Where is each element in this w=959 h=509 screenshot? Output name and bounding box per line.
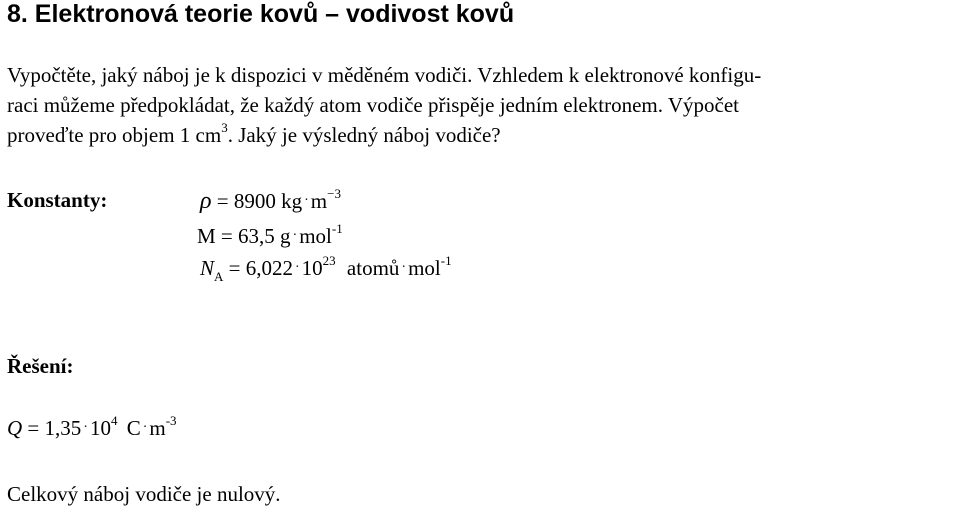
- avogadro-equation: [200, 253, 452, 284]
- cubic-exponent: 3: [221, 120, 228, 135]
- charge-equation: [7, 413, 177, 441]
- molar-mass-unit-exponent: -1: [331, 221, 343, 236]
- density-value: = 8900 kg: [216, 189, 303, 213]
- problem-line-3: [7, 120, 501, 153]
- molar-mass-equation: [197, 221, 343, 249]
- molar-mass-value: M = 63,5 g: [197, 224, 291, 248]
- avogadro-unit-mol: mol: [408, 256, 441, 280]
- charge-base: 10: [89, 416, 111, 440]
- multiply-dot: ·: [292, 228, 298, 243]
- charge-symbol: Q: [7, 416, 23, 440]
- charge-unit-m: m: [149, 416, 166, 440]
- avogadro-base: 10: [301, 256, 323, 280]
- rho-symbol: ρ: [200, 188, 212, 214]
- solution-label: Řešení:: [7, 354, 74, 378]
- charge-value: = 1,35: [27, 416, 82, 440]
- avogadro-value: = 6,022: [228, 256, 293, 280]
- multiply-dot: ·: [401, 260, 407, 275]
- avogadro-exponent: 23: [322, 253, 336, 268]
- multiply-dot: ·: [295, 260, 300, 275]
- multiply-dot: ·: [83, 420, 88, 435]
- problem-line-3-start: proveďte pro objem 1 cm: [7, 123, 222, 147]
- molar-mass-unit-mol: mol: [299, 224, 332, 248]
- multiply-dot: ·: [304, 193, 309, 208]
- avogadro-unit-atoms: atomů: [346, 256, 400, 280]
- avogadro-unit-exponent: -1: [440, 253, 452, 268]
- constants-label: Konstanty:: [7, 188, 108, 212]
- problem-line-1: Vypočtěte, jaký náboj je k dispozici v měděném vodiči. Vzhledem k elektronové konfigu-: [7, 63, 762, 87]
- charge-unit-exponent: -3: [165, 413, 177, 428]
- avogadro-subscript: A: [214, 269, 224, 284]
- density-equation: [200, 188, 341, 215]
- charge-unit-c: C: [126, 416, 141, 440]
- conclusion: Celkový náboj vodiče je nulový.: [7, 482, 281, 506]
- problem-line-2: raci můžeme předpokládat, že každý atom vodiče přispěje jedním elektronem. Výpočet: [7, 93, 739, 117]
- charge-exponent: 4: [110, 413, 118, 428]
- page-title: 8. Elektronová teorie kovů – vodivost kovů: [7, 0, 515, 28]
- problem-line-3-end: . Jaký je výsledný náboj vodiče?: [227, 123, 501, 147]
- density-unit-m: m: [310, 189, 328, 213]
- avogadro-symbol: N: [200, 256, 215, 280]
- multiply-dot: ·: [142, 420, 148, 435]
- density-unit-exponent: −3: [327, 186, 341, 201]
